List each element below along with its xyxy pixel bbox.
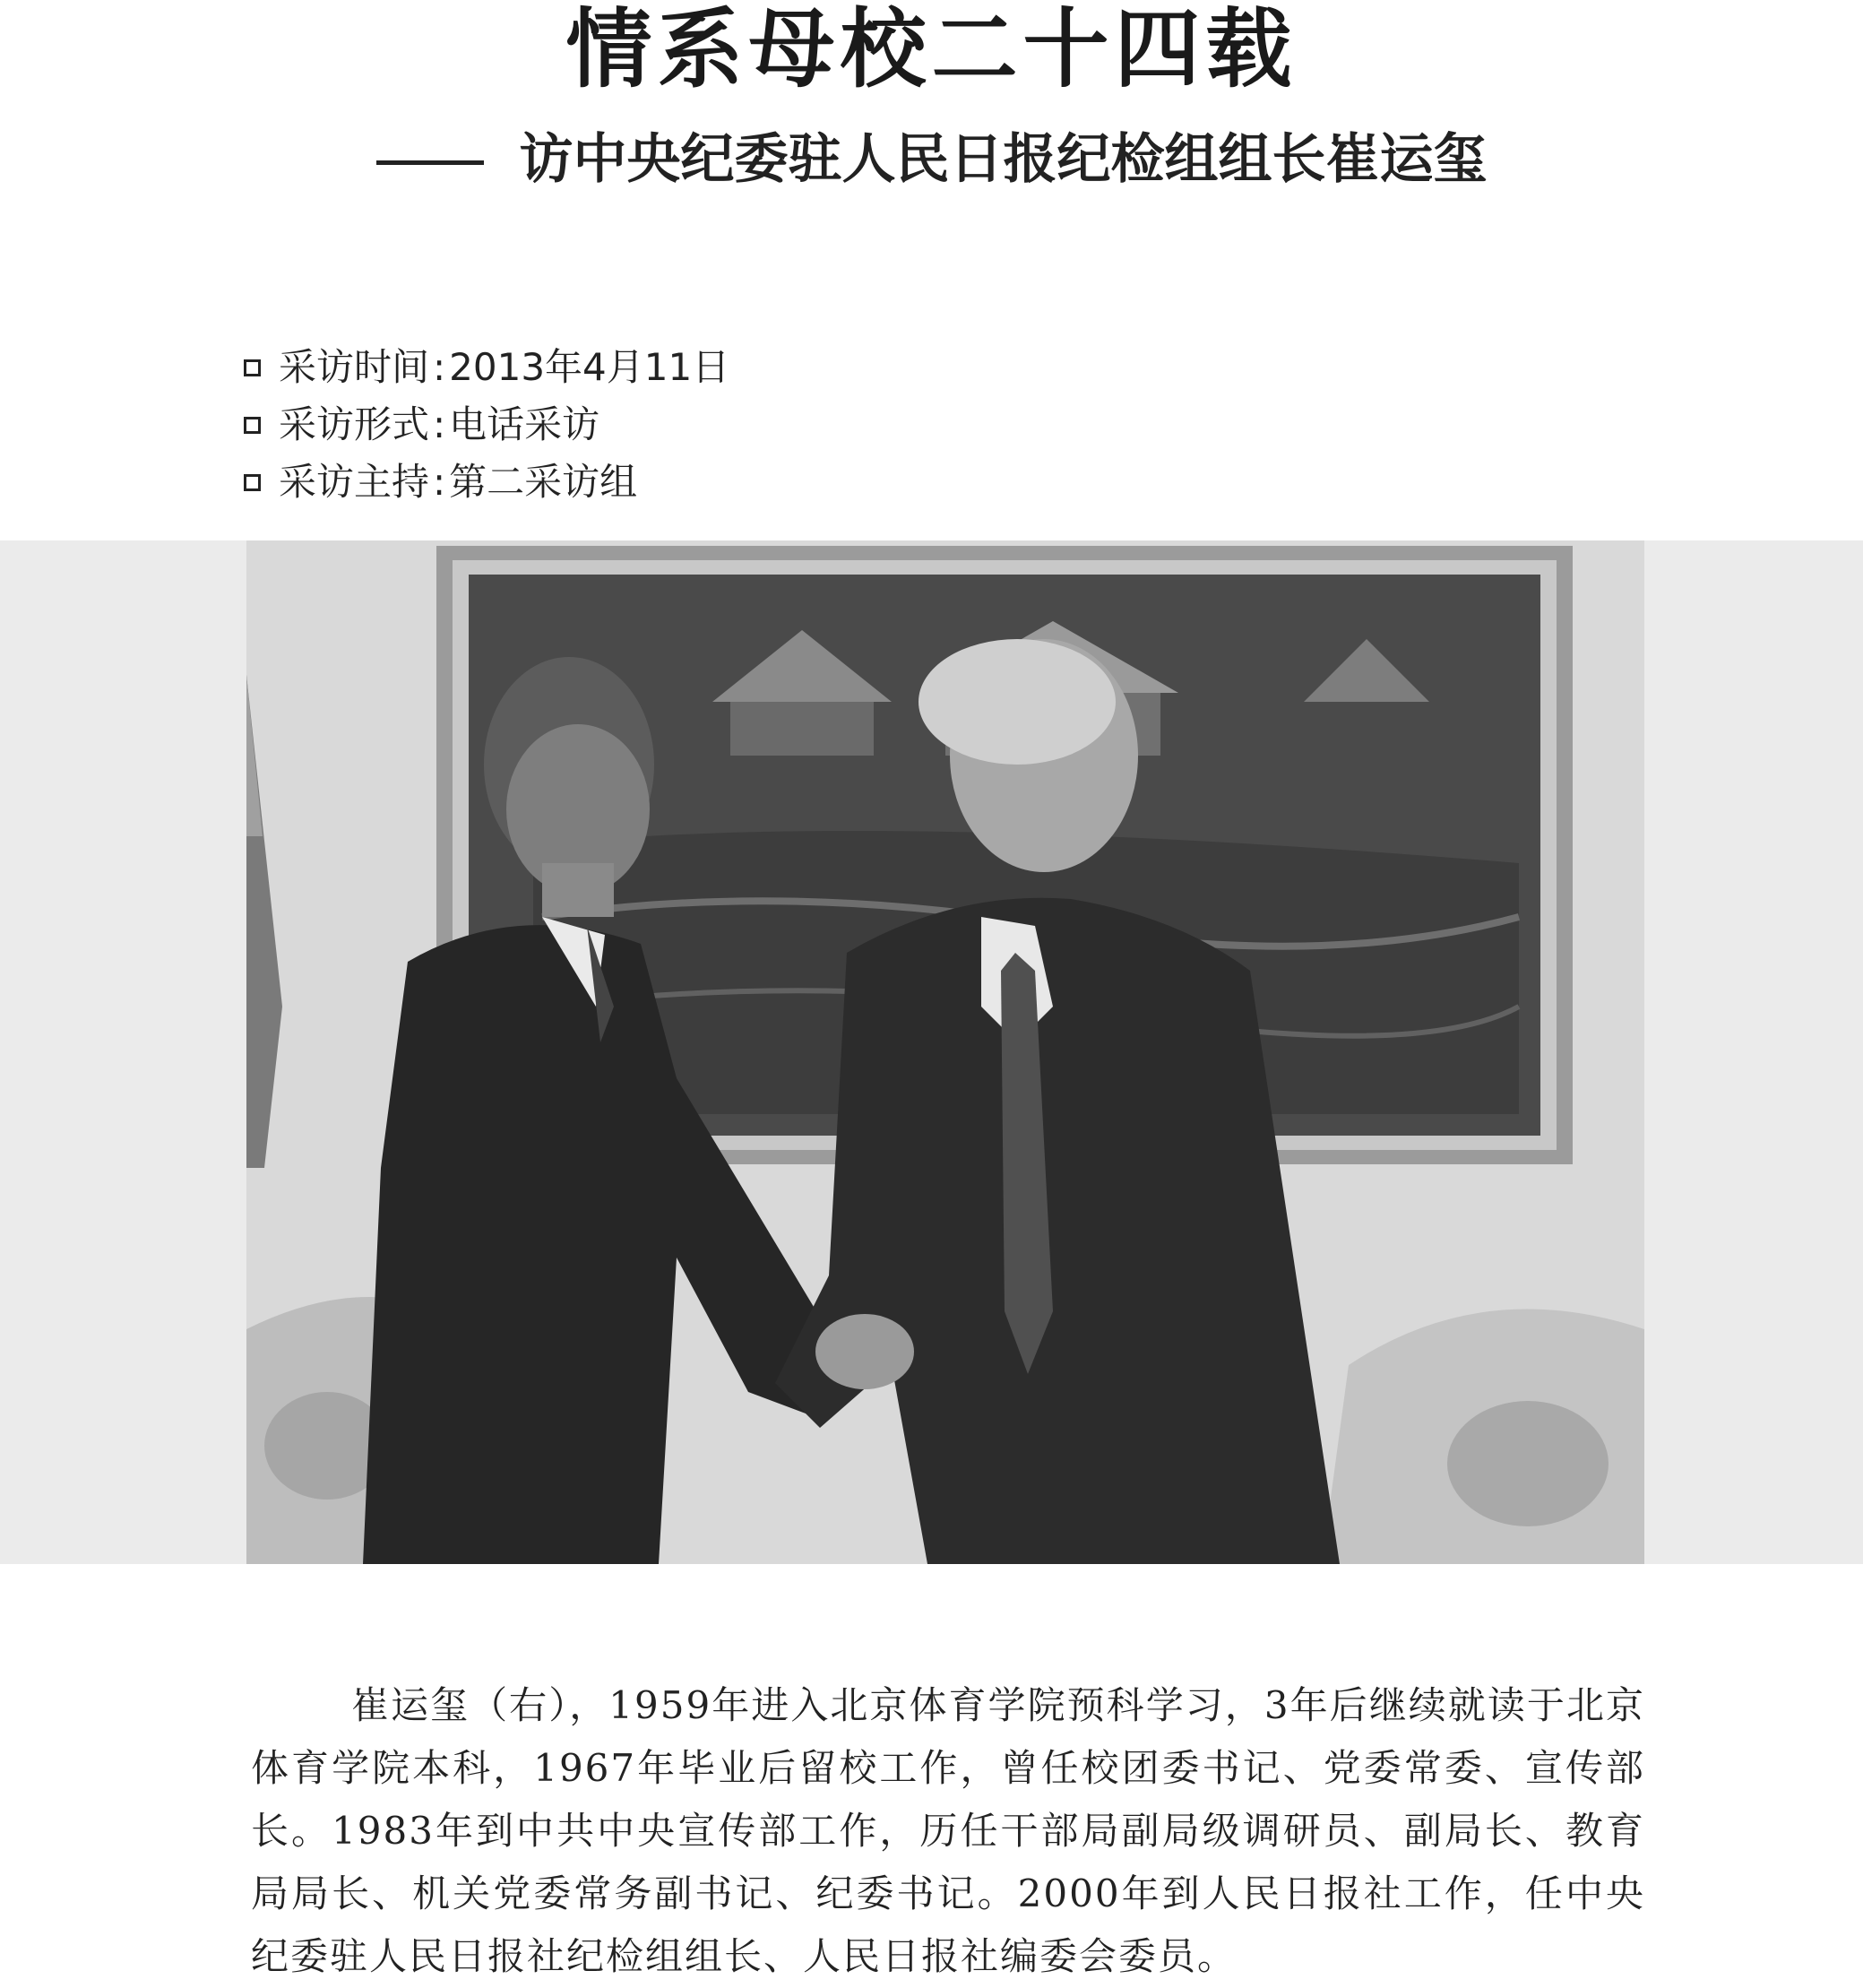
meta-item-time <box>244 339 1319 396</box>
biography-paragraph: 崔运玺（右），1959年进入北京体育学院预科学习，3年后继续就读于北京体育学院本科，1967年毕业后留校工作，曾任校团委书记、党委常委、宣传部长。1983年到中共中央宣传部工作，历任干部局副局级调研员、副局长、教育局局长、机关党委常务副书记、纪委书记。2000年到人民日报社工作，任中央纪委驻人民日报社纪检组组长、人民日报社编委会委员。 <box>251 1683 1645 1978</box>
meta-label: 采访主持 <box>279 460 430 504</box>
meta-value: 2013年4月11日 <box>449 345 730 389</box>
meta-separator: : <box>433 345 446 389</box>
square-bullet-icon <box>244 474 261 491</box>
meta-item-format <box>244 396 1319 454</box>
meta-item-host <box>244 454 1319 511</box>
square-bullet-icon <box>244 417 261 434</box>
handshake-illustration <box>246 540 1644 1564</box>
interview-meta-list <box>244 339 1319 511</box>
handshake-photo <box>246 540 1644 1564</box>
meta-separator: : <box>433 460 446 504</box>
meta-value: 电话采访 <box>449 402 600 446</box>
square-bullet-icon <box>244 359 261 376</box>
article-title: 情系母校二十四载 <box>565 0 1298 99</box>
meta-label: 采访形式 <box>279 402 430 446</box>
meta-value: 第二采访组 <box>449 460 638 504</box>
meta-label: 采访时间 <box>279 345 430 389</box>
subtitle-text: 访中央纪委驻人民日报纪检组组长崔运玺 <box>519 128 1488 191</box>
article-subtitle <box>0 124 1863 195</box>
meta-separator: : <box>433 402 446 446</box>
subtitle-dash <box>376 160 484 165</box>
